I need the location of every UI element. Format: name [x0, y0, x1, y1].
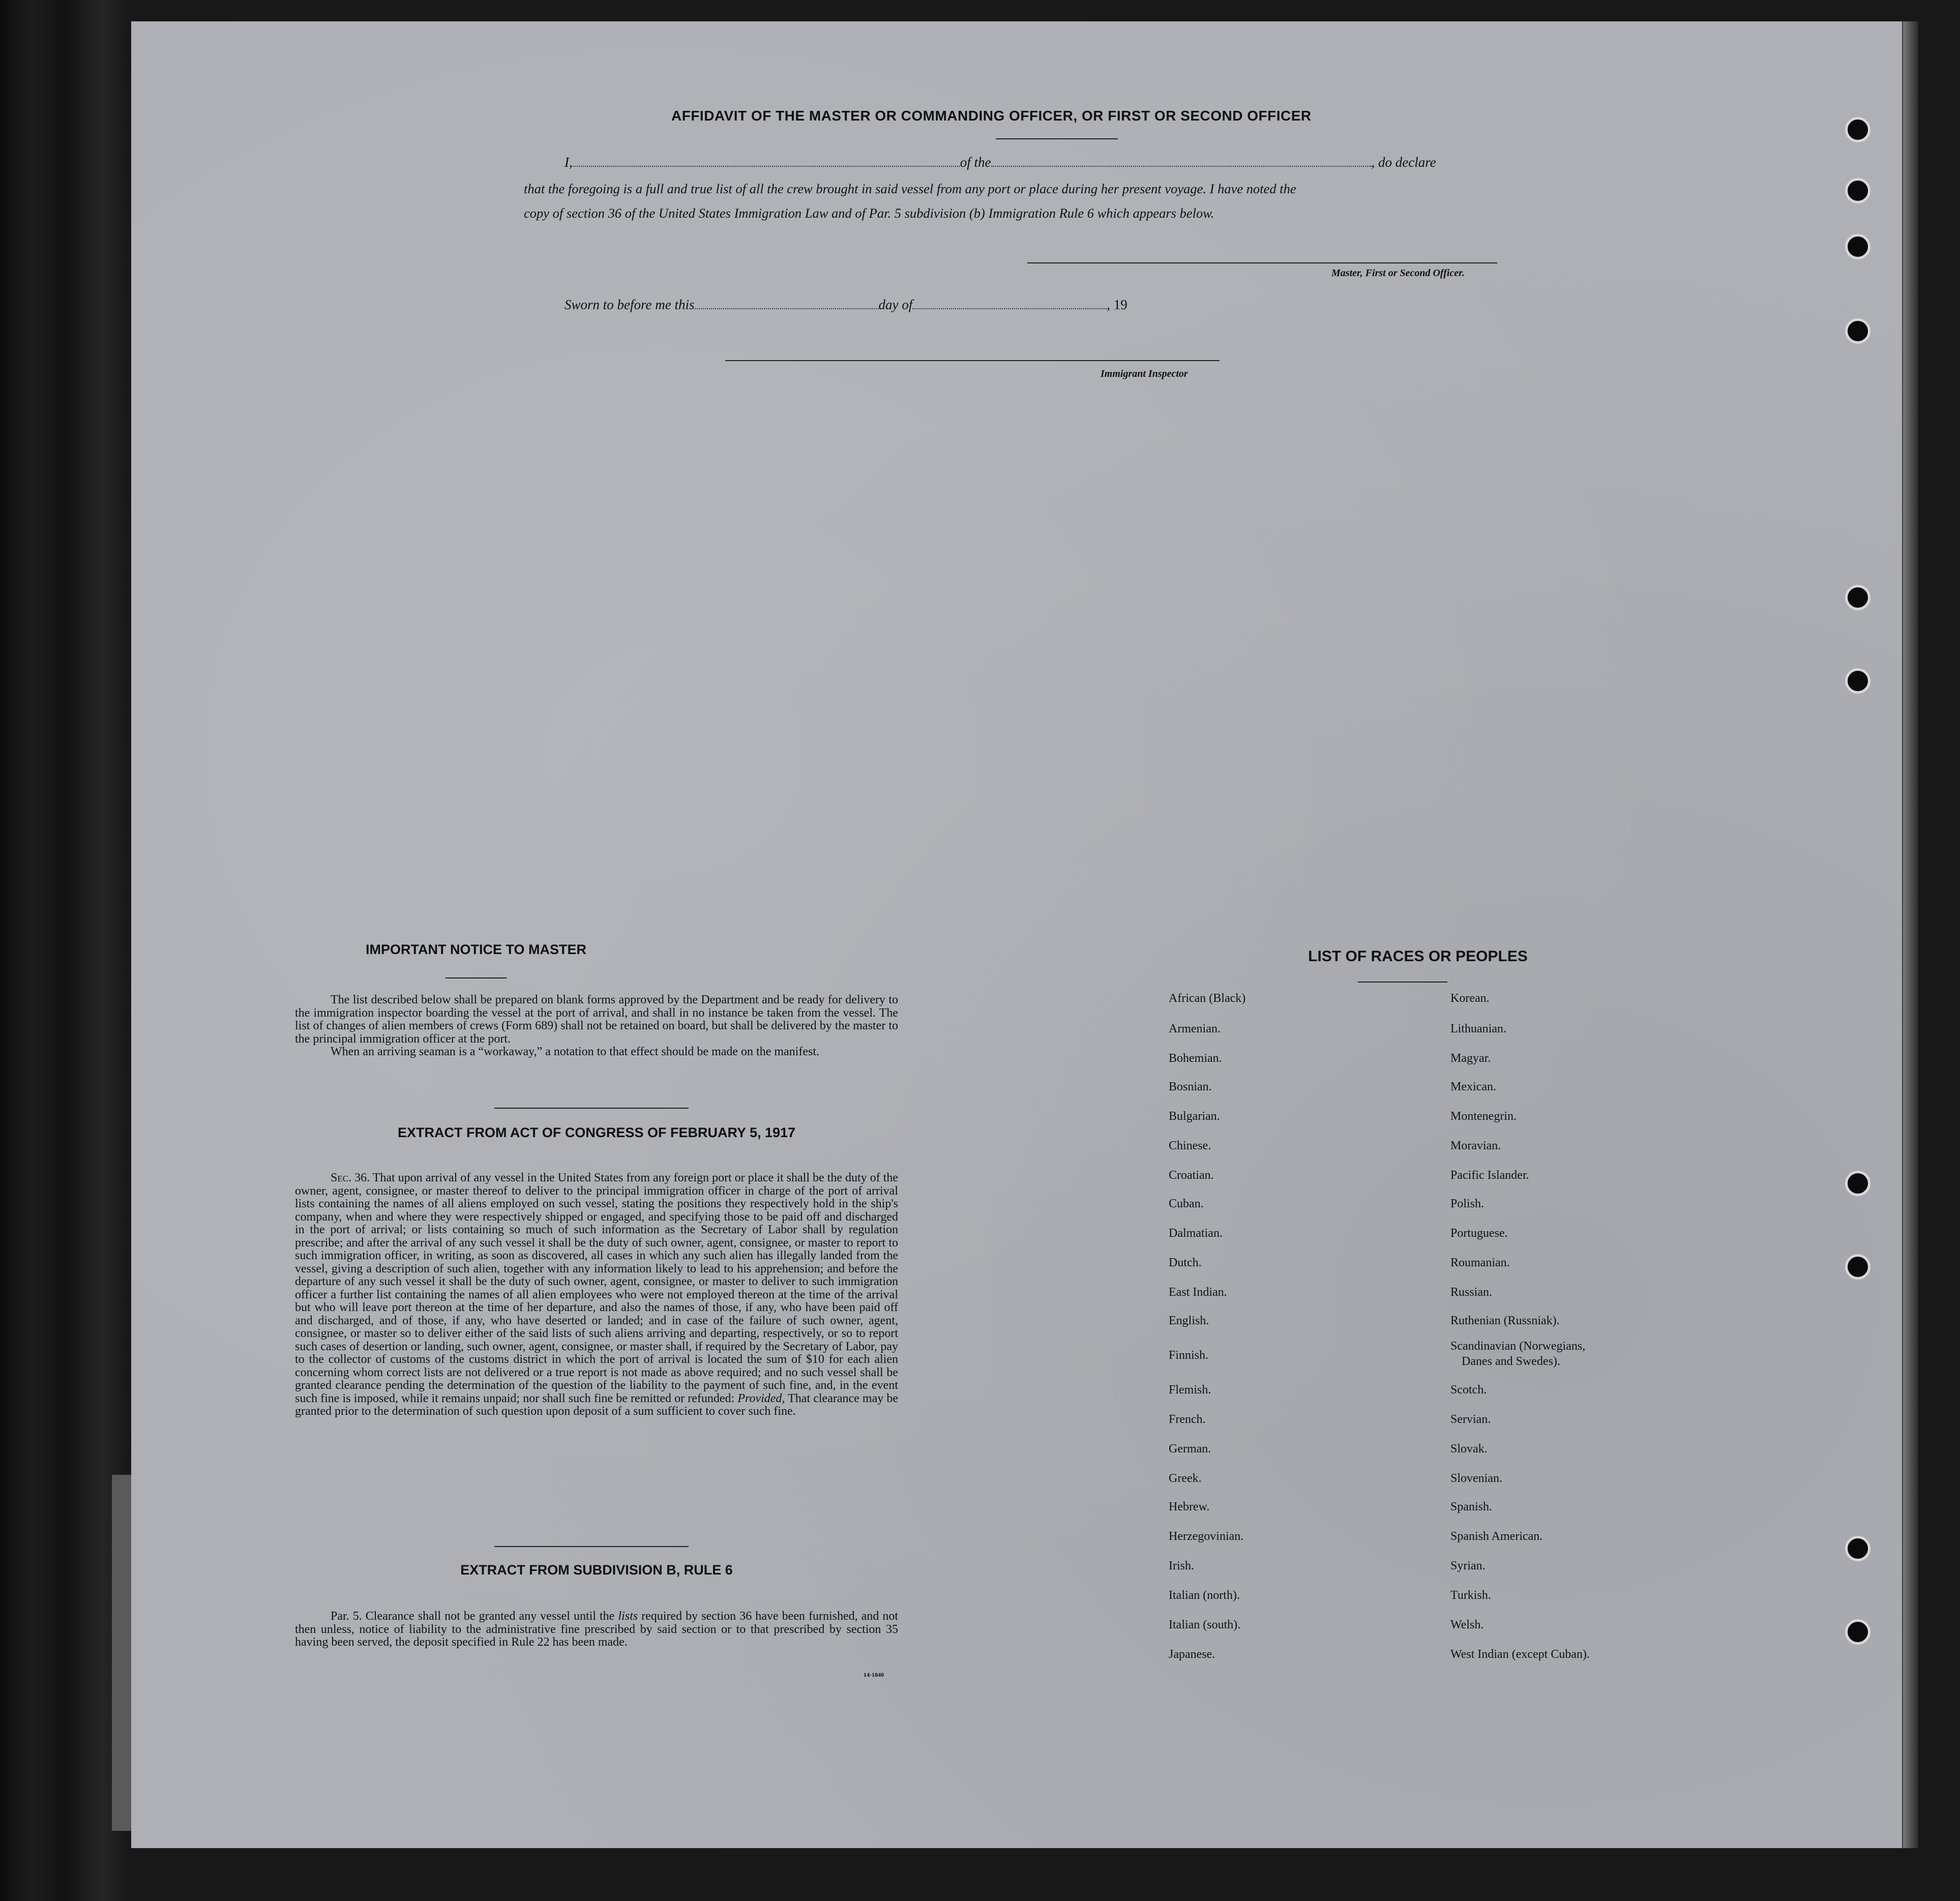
race-item: Turkish.	[1450, 1589, 1491, 1602]
name-field[interactable]	[573, 166, 960, 167]
act-text-end: That clearance may be granted prior to the determination of such question upon deposit of a sum sufficient to cover such fine.	[295, 1391, 899, 1418]
race-item: Russian.	[1450, 1286, 1493, 1299]
binder-hole	[1845, 1619, 1870, 1645]
binder-hole	[1845, 1254, 1870, 1280]
race-item: Greek.	[1169, 1472, 1202, 1485]
affidavit-line-3: copy of section 36 of the United States Immigration Law and of Par. 5 subdivision (b) Immigration Rule 6 which appears below.	[524, 205, 1214, 221]
race-item: Bosnian.	[1169, 1080, 1212, 1093]
rule-text-a: Par. 5. Clearance shall not be granted any vessel until the	[331, 1610, 615, 1623]
binder-hole	[1845, 1171, 1870, 1196]
form-number: 14-1840	[864, 1671, 884, 1678]
inspector-signature-line[interactable]	[725, 360, 1220, 361]
rule-paragraph	[295, 1610, 898, 1649]
vessel-field[interactable]	[991, 166, 1372, 167]
notice-paragraph-2: When an arriving seaman is a “workaway,” a notation to that effect should be made on the manifest.	[331, 1045, 819, 1058]
races-rule	[1358, 982, 1447, 983]
label-year: , 19	[1107, 297, 1127, 312]
inspector-signature-label: Immigrant Inspector	[1101, 368, 1188, 379]
race-item: Welsh.	[1450, 1618, 1484, 1631]
race-item: Mexican.	[1450, 1080, 1496, 1093]
section-divider	[494, 1546, 689, 1547]
race-item: Pacific Islander.	[1450, 1169, 1529, 1182]
race-item: Finnish.	[1169, 1349, 1209, 1362]
race-item: Servian.	[1450, 1413, 1491, 1426]
affidavit-line-2: that the foregoing is a full and true list of all the crew brought in said vessel from any port or place during her present voyage. I have noted the	[524, 181, 1296, 196]
race-item: Ruthenian (Russniak).	[1450, 1314, 1560, 1327]
rule-body	[295, 1610, 898, 1649]
form-page	[131, 21, 1905, 1848]
race-item: Herzegovinian.	[1169, 1530, 1244, 1543]
label-do-declare: , do declare	[1371, 155, 1436, 170]
act-heading: EXTRACT FROM ACT OF CONGRESS OF FEBRUARY 5, 1917	[397, 1125, 796, 1140]
binder-hole	[1845, 585, 1870, 610]
act-paragraph	[295, 1172, 898, 1418]
affidavit-title: AFFIDAVIT OF THE MASTER OR COMMANDING OFFICER, OR FIRST OR SECOND OFFICER	[671, 108, 1312, 124]
label-of-the: of the	[960, 155, 991, 170]
race-item: Irish.	[1169, 1559, 1194, 1572]
race-item: Montenegrin.	[1450, 1110, 1517, 1123]
race-item: Magyar.	[1450, 1052, 1491, 1065]
title-rule	[996, 138, 1118, 139]
race-item: Italian (south).	[1169, 1618, 1241, 1631]
race-item: Lithuanian.	[1450, 1022, 1506, 1035]
race-item: Japanese.	[1169, 1648, 1215, 1661]
race-item: Roumanian.	[1450, 1256, 1510, 1269]
binder-hole	[1845, 318, 1870, 344]
race-item: Croatian.	[1169, 1169, 1214, 1182]
binder-hole	[1845, 117, 1870, 142]
race-item: Slovenian.	[1450, 1472, 1502, 1485]
label-sworn: Sworn to before me this	[565, 297, 695, 312]
label-day-of: day of	[878, 297, 913, 312]
notice-heading: IMPORTANT NOTICE TO MASTER	[366, 942, 586, 957]
race-item: Dutch.	[1169, 1256, 1202, 1269]
race-item: Spanish American.	[1450, 1530, 1543, 1543]
races-heading: LIST OF RACES OR PEOPLES	[1308, 948, 1528, 965]
rule-lists-word: lists	[618, 1610, 638, 1623]
race-item: Portuguese.	[1450, 1227, 1508, 1240]
label-i: I,	[565, 155, 573, 170]
race-item: Hebrew.	[1169, 1500, 1210, 1513]
race-item: Scotch.	[1450, 1383, 1487, 1397]
rule-heading: EXTRACT FROM SUBDIVISION B, RULE 6	[460, 1562, 733, 1578]
section-divider	[494, 1108, 689, 1109]
race-item: Armenian.	[1169, 1022, 1221, 1035]
page-edge-shadow	[112, 1475, 132, 1831]
race-item: Syrian.	[1450, 1559, 1486, 1572]
master-signature-label: Master, First or Second Officer.	[1331, 268, 1465, 279]
race-item: Polish.	[1450, 1197, 1484, 1210]
races-continuation: Danes and Swedes).	[1462, 1355, 1560, 1368]
sworn-month-field[interactable]	[912, 308, 1107, 309]
binder-hole	[1845, 668, 1870, 694]
binder-hole	[1845, 234, 1870, 259]
sworn-day-field[interactable]	[695, 308, 879, 309]
race-item: Slovak.	[1450, 1442, 1488, 1456]
race-item: Scandinavian (Norwegians,	[1450, 1340, 1586, 1353]
act-body	[295, 1172, 898, 1418]
race-item: French.	[1169, 1413, 1206, 1426]
race-item: Chinese.	[1169, 1139, 1211, 1152]
race-item: German.	[1169, 1442, 1211, 1456]
binder-hole	[1845, 178, 1870, 203]
notice-body	[295, 994, 898, 1059]
master-signature-line[interactable]	[1027, 262, 1497, 263]
race-item: East Indian.	[1169, 1286, 1227, 1299]
sworn-line	[565, 297, 1127, 313]
race-item: Dalmatian.	[1169, 1227, 1223, 1240]
notice-rule	[446, 977, 507, 978]
race-item: Italian (north).	[1169, 1589, 1240, 1602]
act-text: That upon arrival of any vessel in the United States from any foreign port or place it shall be the duty of the owner, agent, consignee, or master thereof to deliver to the principal immigration officer in charge of the port of arrival lists containing the names of all aliens employed on such vessel, stating the positions they respectively hold in the ship's company, when and where they were respectively shipped or engaged, and specifying those to be paid off and discharged in the port of arrival; or lists containing so much of such information as the Secretary of Labor shall by regulation prescribe; and after the arrival of any such vessel it shall be the duty of such owner, agent, consignee, or master to report to such immigration officer, in writing, as soon as discovered, all cases in which any such alien has illegally landed from the vessel, giving a description of such alien, together with any information likely to lead to his apprehension; and before the departure of any such vessel it shall be the duty of such owner, agent, consignee, or master to deliver to such immigration officer a further list containing the names of all alien employees who were not employed thereon at the time of the arrival but who will leave port thereon at the time of her departure, and also the names of those, if any, who have been paid off and discharged, and of those, if any, who have deserted or landed; and in case of the failure of such owner, agent, consignee, or master so to deliver either of the said lists of such aliens arriving and departing, respectively, or so to report such cases of desertion or landing, such owner, agent, consignee, or master shall, if required by the Secretary of Labor, pay to the collector of customs of the customs district in which the port of arrival is located the sum of $10 for each alien concerning whom correct lists are not delivered or a true report is not made as above required; and no such vessel shall be granted clearance pending the determination of the question of the liability to the payment of such fine, and, in the event such fine is imposed, while it remains unpaid; nor shall such fine be remitted or refunded:	[295, 1171, 899, 1405]
rule-text-b: required by section 36 have been furnished, and not then unless, notice of liability to the administrative fine prescribed by said section or to that prescribed by section 35 having been served, the deposit specified in Rule 22 has been made.	[295, 1610, 899, 1649]
page-right-edge	[1903, 21, 1918, 1848]
race-item: Korean.	[1450, 992, 1490, 1005]
race-item: West Indian (except Cuban).	[1450, 1648, 1590, 1661]
notice-paragraph-1: The list described below shall be prepared on blank forms approved by the Department and be ready for delivery to the immigration inspector boarding the vessel at the port of arrival, and shall in no instance be taken from the vessel. The list of changes of alien members of crews (Form 689) shall not be retained on board, but shall be delivered by the master to the principal immigration officer at the port.	[295, 993, 898, 1046]
race-item: Moravian.	[1450, 1139, 1501, 1152]
race-item: Cuban.	[1169, 1197, 1204, 1210]
race-item: Spanish.	[1450, 1500, 1493, 1513]
race-item: English.	[1169, 1314, 1209, 1327]
race-item: Bohemian.	[1169, 1052, 1222, 1065]
race-item: Bulgarian.	[1169, 1110, 1220, 1123]
race-item: Flemish.	[1169, 1383, 1211, 1397]
binder-hole	[1845, 1536, 1870, 1561]
race-item: African (Black)	[1169, 992, 1246, 1005]
affidavit-line-1	[565, 155, 1436, 170]
act-provided: Provided,	[737, 1391, 785, 1405]
act-section-label: Sec. 36.	[331, 1171, 370, 1184]
